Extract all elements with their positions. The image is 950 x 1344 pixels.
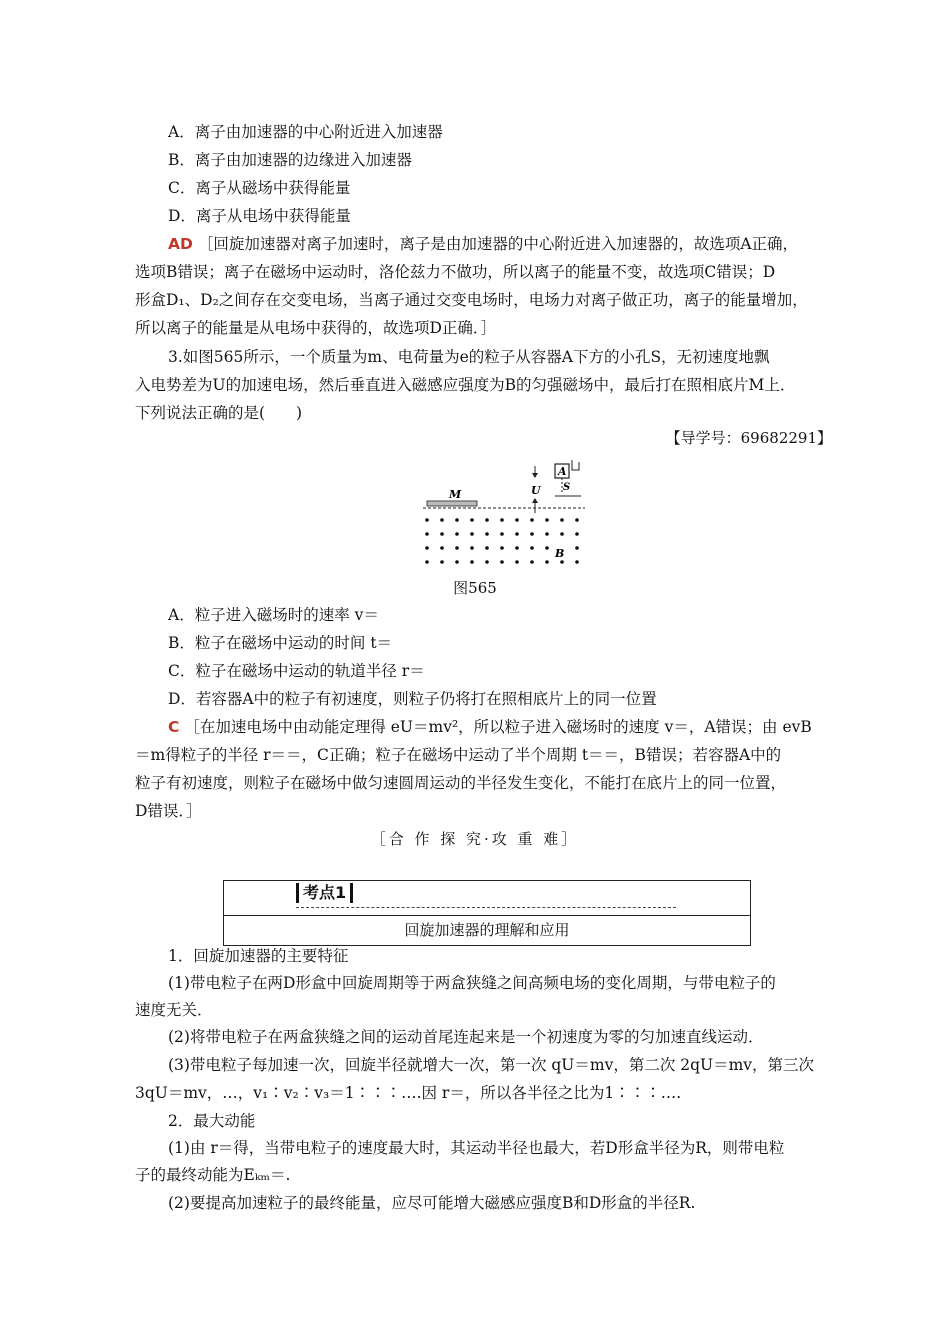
answer-text: 粒子有初速度，则粒子在磁场中做匀速圆周运动的半径发生变化，不能打在底片上的同一位置， — [135, 774, 787, 792]
field-dot — [425, 518, 429, 522]
question-text: 入电势差为U的加速电场，然后垂直进入磁感应强度为B的匀强磁场中，最后打在照相底片M上． — [135, 376, 796, 394]
question-text: 下列说法正确的是( ) — [135, 404, 303, 422]
field-dot — [455, 560, 459, 564]
answer-text: 选项B错误；离子在磁场中运动时，洛伦兹力不做功，所以离子的能量不变，故选项C错误；D — [135, 263, 776, 281]
option-c: C．粒子在磁场中运动的轨道半径 r＝ — [168, 662, 425, 680]
field-dot — [560, 560, 564, 564]
field-dot — [440, 546, 444, 550]
field-dot — [545, 560, 549, 564]
field-dot — [500, 546, 504, 550]
field-dot — [575, 560, 579, 564]
label-m: M — [449, 488, 462, 501]
option-b: B．离子由加速器的边缘进入加速器 — [168, 151, 412, 169]
field-dot — [455, 518, 459, 522]
field-dot — [485, 532, 489, 536]
field-dot — [560, 518, 564, 522]
paragraph: (1)由 r＝得，当带电粒子的速度最大时，其运动半径也最大，若D形盒半径为R，则带电粒 — [168, 1139, 785, 1157]
field-dot — [545, 518, 549, 522]
field-dot — [545, 546, 549, 550]
field-dot — [470, 560, 474, 564]
field-dot — [455, 546, 459, 550]
paragraph: 子的最终动能为Eₖₘ＝. — [135, 1166, 291, 1184]
field-dot — [500, 532, 504, 536]
label-b: B — [555, 547, 565, 560]
kaodian-box — [223, 880, 751, 946]
label-a: A — [558, 465, 567, 478]
field-dot — [455, 532, 459, 536]
field-dot — [515, 532, 519, 536]
field-dot — [515, 518, 519, 522]
label-s: S — [563, 482, 571, 493]
paragraph: (3)带电粒子每加速一次，回旋半径就增大一次，第一次 qU＝mv，第二次 2qU＝mv，第三次 — [168, 1056, 815, 1074]
option-a: A．粒子进入磁场时的速率 v＝ — [168, 606, 379, 624]
field-dot — [500, 560, 504, 564]
field-dot — [470, 546, 474, 550]
heading: 1．回旋加速器的主要特征 — [168, 947, 349, 965]
field-dot — [440, 532, 444, 536]
field-dot — [575, 518, 579, 522]
paragraph: (2)要提高加速粒子的最终能量，应尽可能增大磁感应强度B和D形盒的半径R. — [168, 1194, 696, 1212]
field-dot — [530, 532, 534, 536]
answer-line — [168, 233, 868, 255]
field-dot — [470, 532, 474, 536]
option-c: C．离子从磁场中获得能量 — [168, 179, 351, 197]
field-dot — [500, 518, 504, 522]
section-title: ［合 作 探 究·攻 重 难］ — [370, 830, 580, 848]
answer-text: ［在加速电场中由动能定理得 eU＝mv²，所以粒子进入磁场时的速度 v＝，A错误；由 evB — [184, 718, 812, 736]
answer-text: ＝m得粒子的半径 r＝＝，C正确；粒子在磁场中运动了半个周期 t＝＝，B错误；若容器A中的 — [135, 746, 782, 764]
field-dot — [485, 518, 489, 522]
field-dot — [425, 546, 429, 550]
answer-label: AD — [168, 235, 193, 253]
paragraph: 3qU＝mv，…，v₁∶v₂∶v₃＝1∶∶∶….因 r＝，所以各半径之比为1∶∶∶…. — [135, 1084, 682, 1102]
kaodian-tag: 考点1 — [296, 883, 353, 903]
paragraph: (1)带电粒子在两D形盒中回旋周期等于两盒狭缝之间高频电场的变化周期，与带电粒子的 — [168, 974, 776, 992]
field-dot — [425, 560, 429, 564]
field-dot — [485, 546, 489, 550]
particle-figure — [415, 458, 595, 573]
answer-text: 所以离子的能量是从电场中获得的，故选项D正确．］ — [135, 319, 497, 337]
field-dot — [545, 532, 549, 536]
field-dot — [530, 546, 534, 550]
divider — [296, 907, 676, 908]
paragraph: (2)将带电粒子在两盒狭缝之间的运动首尾连起来是一个初速度为零的匀加速直线运动． — [168, 1028, 764, 1046]
answer-text: 形盒D₁、D₂之间存在交变电场，当离子通过交变电场时，电场力对离子做正功，离子的能量增加， — [135, 291, 808, 309]
field-dot — [485, 560, 489, 564]
field-dot — [530, 560, 534, 564]
answer-text: D错误．］ — [135, 802, 202, 820]
field-dot — [530, 518, 534, 522]
answer-line — [168, 716, 868, 738]
option-d: D．离子从电场中获得能量 — [168, 207, 351, 225]
field-dot — [440, 560, 444, 564]
field-dot — [560, 532, 564, 536]
field-dot — [575, 532, 579, 536]
field-dot — [425, 532, 429, 536]
heading: 2．最大动能 — [168, 1112, 256, 1130]
figure-caption: 图565 — [453, 579, 497, 597]
option-a: A．离子由加速器的中心附近进入加速器 — [168, 123, 443, 141]
paragraph: 速度无关． — [135, 1001, 213, 1019]
guide-number: 【导学号：69682291】 — [665, 429, 832, 447]
answer-label: C — [168, 718, 180, 736]
answer-text: ［回旋加速器对离子加速时，离子是由加速器的中心附近进入加速器的，故选项A正确， — [197, 235, 799, 253]
field-dot — [470, 518, 474, 522]
field-dot — [515, 560, 519, 564]
label-u: U — [531, 484, 541, 497]
option-b: B．粒子在磁场中运动的时间 t＝ — [168, 634, 393, 652]
kaodian-title: 回旋加速器的理解和应用 — [404, 921, 570, 939]
field-dot — [440, 518, 444, 522]
option-d: D．若容器A中的粒子有初速度，则粒子仍将打在照相底片上的同一位置 — [168, 690, 657, 708]
field-dot — [575, 546, 579, 550]
question-text: 3.如图565所示，一个质量为m、电荷量为e的粒子从容器A下方的小孔S，无初速度地飘 — [168, 348, 770, 366]
field-dot — [515, 546, 519, 550]
kaodian-header — [224, 881, 750, 916]
